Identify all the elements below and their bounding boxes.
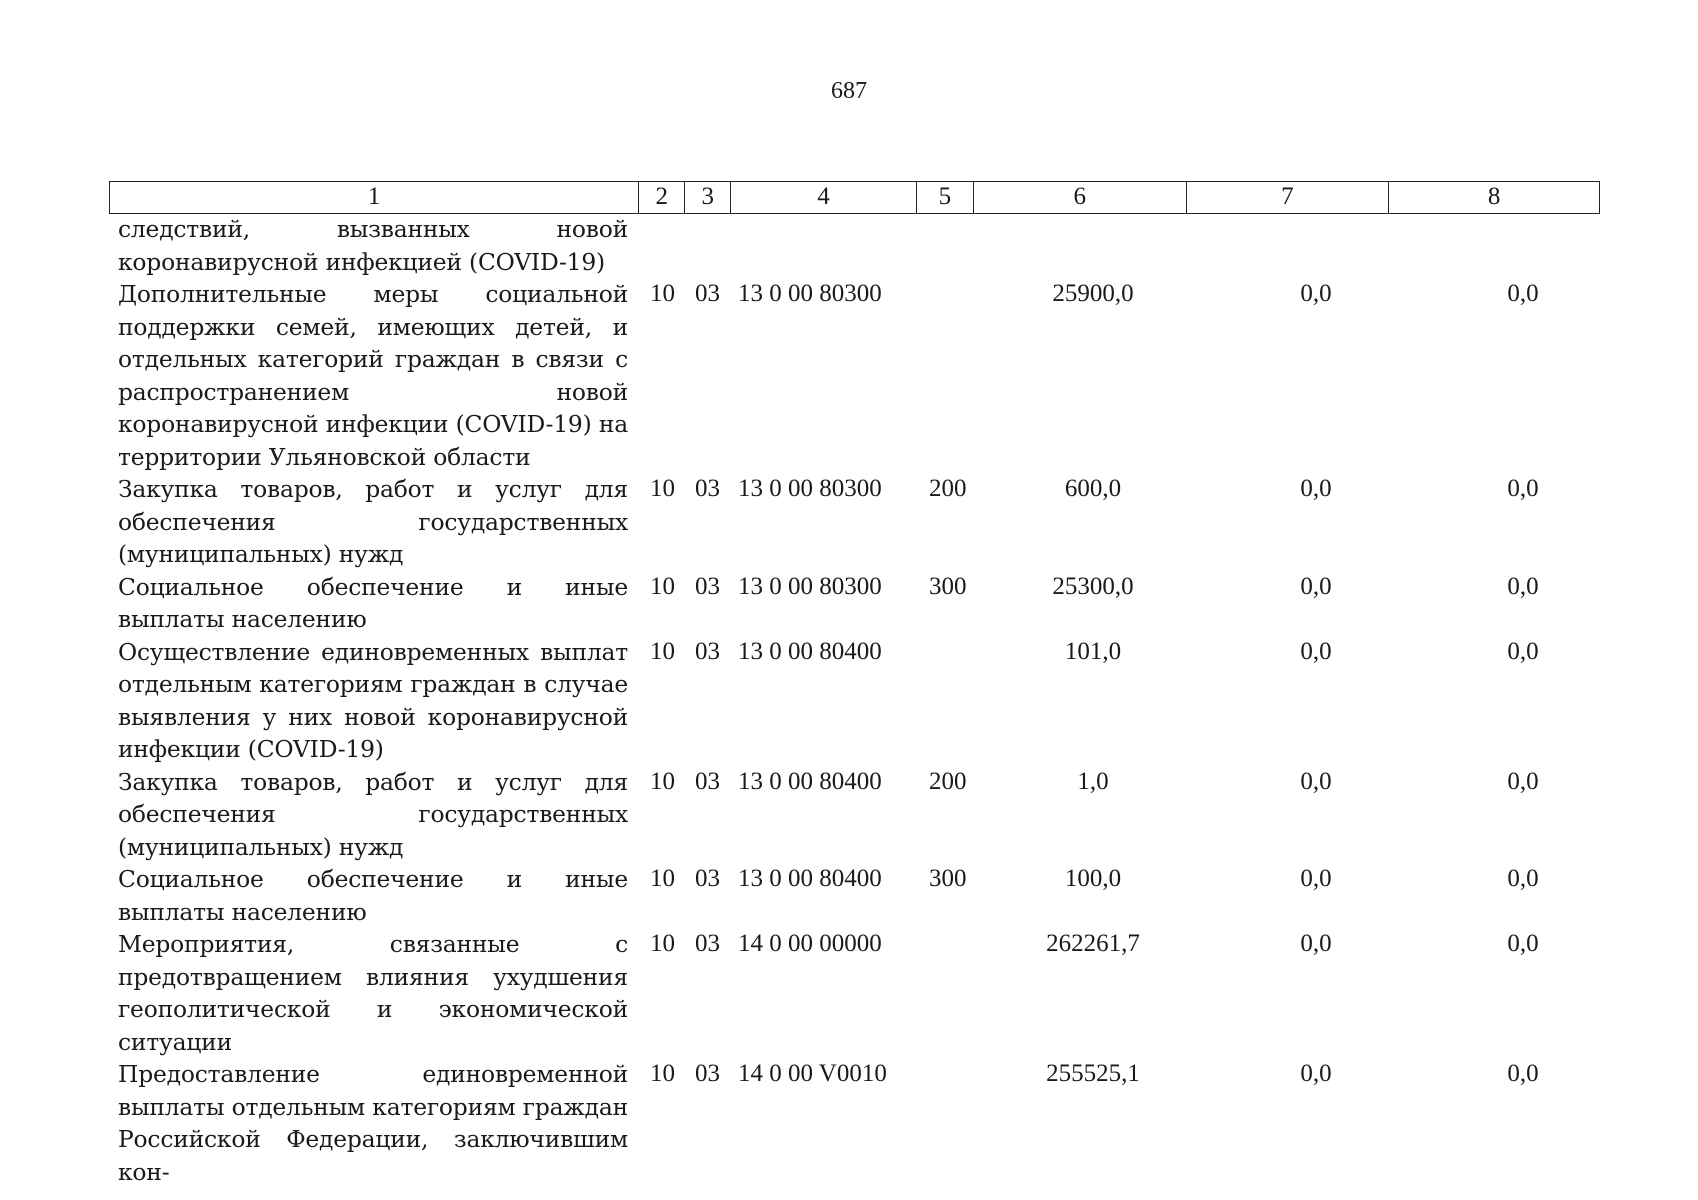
row-amount-6: 600,0 bbox=[1064, 475, 1122, 502]
row-amount-6: 100,0 bbox=[1064, 865, 1122, 892]
table-row bbox=[118, 1058, 1539, 1188]
row-expense-type: 200 bbox=[929, 475, 967, 502]
table-row bbox=[118, 571, 1539, 636]
table-header-row bbox=[109, 181, 1600, 214]
row-subsection: 03 bbox=[695, 1060, 720, 1087]
row-target-article: 14 0 00 V0010 bbox=[738, 1060, 887, 1087]
row-section: 10 bbox=[650, 637, 675, 665]
row-subsection: 03 bbox=[695, 767, 720, 795]
row-amount-6: 25300,0 bbox=[1052, 572, 1134, 600]
table-row bbox=[118, 863, 1539, 928]
row-amount-6: 101,0 bbox=[1064, 637, 1122, 665]
row-amount-6: 262261,7 bbox=[1046, 930, 1140, 957]
header-col-8: 8 bbox=[1487, 183, 1501, 210]
row-subsection: 03 bbox=[695, 637, 720, 665]
table-row bbox=[118, 213, 628, 278]
table-row bbox=[118, 766, 1539, 864]
row-amount-7: 0,0 bbox=[1300, 865, 1332, 892]
row-amount-8: 0,0 bbox=[1507, 930, 1539, 957]
row-subsection: 03 bbox=[695, 572, 720, 600]
row-section: 10 bbox=[650, 1060, 675, 1087]
row-amount-8: 0,0 bbox=[1507, 1060, 1539, 1087]
row-section: 10 bbox=[650, 475, 675, 502]
row-description: Предоставление единовременной выплаты отдельным категориям граждан Российской Федерации, заключившим кон- bbox=[118, 1060, 628, 1186]
row-description: Социальное обеспечение и иные выплаты населению bbox=[118, 865, 628, 926]
row-subsection: 03 bbox=[695, 865, 720, 892]
row-amount-8: 0,0 bbox=[1507, 572, 1539, 600]
row-amount-7: 0,0 bbox=[1300, 475, 1332, 502]
row-amount-8: 0,0 bbox=[1507, 865, 1539, 892]
table-row bbox=[118, 928, 1539, 1058]
row-target-article: 13 0 00 80300 bbox=[738, 280, 882, 307]
row-subsection: 03 bbox=[695, 280, 720, 307]
row-description: Мероприятия, связанные с предотвращением влияния ухудшения геополитической и экономической ситуации bbox=[118, 930, 628, 1056]
row-subsection: 03 bbox=[695, 930, 720, 957]
row-description: Закупка товаров, работ и услуг для обеспечения государственных (муниципальных) нужд bbox=[118, 767, 628, 861]
header-col-3: 3 bbox=[685, 182, 731, 213]
row-description: следствий, вызванных новой коронавирусной инфекцией (COVID-19) bbox=[118, 215, 628, 276]
row-subsection: 03 bbox=[695, 475, 720, 502]
row-description: Осуществление единовременных выплат отдельным категориям граждан в случае выявления у них новой коронавирусной инфекции (COVID-19) bbox=[118, 637, 628, 763]
row-target-article: 13 0 00 80400 bbox=[738, 767, 882, 795]
row-amount-7: 0,0 bbox=[1300, 637, 1332, 665]
row-section: 10 bbox=[650, 930, 675, 957]
row-section: 10 bbox=[650, 767, 675, 795]
row-description: Социальное обеспечение и иные выплаты населению bbox=[118, 572, 628, 633]
table-row bbox=[118, 636, 1539, 766]
header-col-4: 4 bbox=[731, 182, 917, 213]
row-target-article: 13 0 00 80300 bbox=[738, 475, 882, 502]
row-expense-type: 300 bbox=[929, 865, 967, 892]
table-body bbox=[118, 213, 1539, 1188]
table-row bbox=[118, 473, 1539, 571]
header-col-5: 5 bbox=[917, 182, 974, 213]
row-section: 10 bbox=[650, 572, 675, 600]
header-col-6: 6 bbox=[974, 182, 1187, 213]
row-target-article: 13 0 00 80300 bbox=[738, 572, 882, 600]
header-col-2: 2 bbox=[639, 182, 685, 213]
row-target-article: 13 0 00 80400 bbox=[738, 865, 882, 892]
row-amount-6: 1,0 bbox=[1077, 767, 1109, 795]
header-col-7: 7 bbox=[1187, 182, 1390, 213]
row-expense-type: 200 bbox=[929, 767, 967, 795]
row-amount-8: 0,0 bbox=[1507, 280, 1539, 307]
table-row bbox=[118, 278, 1539, 473]
row-expense-type: 300 bbox=[929, 572, 967, 600]
row-amount-7: 0,0 bbox=[1300, 572, 1332, 600]
row-description: Закупка товаров, работ и услуг для обеспечения государственных (муниципальных) нужд bbox=[118, 475, 628, 568]
row-amount-6: 255525,1 bbox=[1046, 1060, 1140, 1087]
row-amount-8: 0,0 bbox=[1507, 767, 1539, 795]
row-target-article: 13 0 00 80400 bbox=[738, 637, 882, 665]
header-col-1: 1 bbox=[110, 182, 639, 213]
page-number: 687 bbox=[831, 78, 867, 104]
row-target-article: 14 0 00 00000 bbox=[738, 930, 882, 957]
row-amount-8: 0,0 bbox=[1507, 475, 1539, 502]
row-amount-7: 0,0 bbox=[1300, 1060, 1332, 1087]
row-section: 10 bbox=[650, 280, 675, 307]
row-section: 10 bbox=[650, 865, 675, 892]
row-amount-7: 0,0 bbox=[1300, 767, 1332, 795]
row-amount-7: 0,0 bbox=[1300, 930, 1332, 957]
row-amount-8: 0,0 bbox=[1507, 637, 1539, 665]
row-description: Дополнительные меры социальной поддержки семей, имеющих детей, и отдельных категорий граждан в связи с распространением новой коронавирусной инфекции (COVID-19) на территории Ульяновской области bbox=[118, 280, 628, 471]
row-amount-7: 0,0 bbox=[1300, 280, 1332, 307]
row-amount-6: 25900,0 bbox=[1052, 280, 1134, 307]
